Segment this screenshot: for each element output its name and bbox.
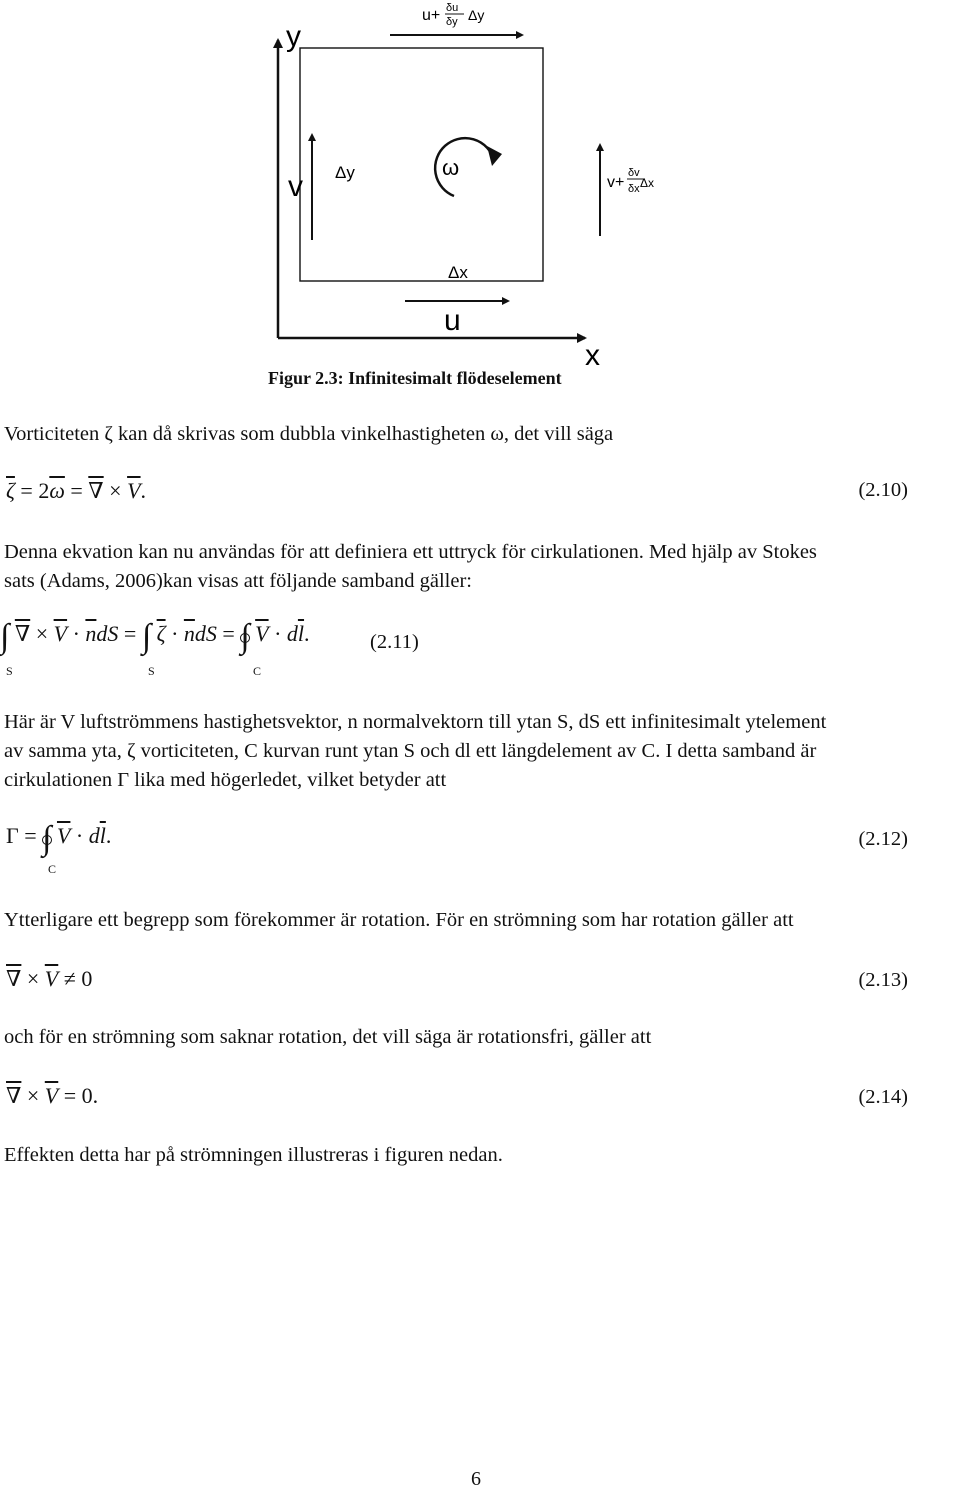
- equation-number-2-11: (2.11): [370, 631, 419, 653]
- right-frac-den: δx: [628, 183, 640, 195]
- eq4-times: ×: [26, 966, 40, 991]
- eq2-n-1: $\overline{n}$: [85, 621, 97, 646]
- eq2-d: d: [286, 621, 298, 646]
- eq1-eq-b: =: [70, 478, 83, 503]
- equation-2-14: [6, 1083, 98, 1109]
- right-dx-label: Δx: [640, 176, 655, 190]
- eq2-nabla: ∇: [14, 621, 31, 646]
- eq2-contour-integral: ∫: [240, 618, 250, 655]
- equation-2-11: [0, 620, 310, 654]
- eq1-omega: $\overline{\omega}$: [49, 478, 65, 503]
- eq4-nabla: ∇: [6, 966, 22, 991]
- eq2-cdot-3: ·: [274, 621, 282, 646]
- equation-2-10: [6, 478, 146, 504]
- bottom-dx-label: Δx: [448, 263, 468, 282]
- eq1-dot: .: [140, 478, 147, 503]
- eq2-v-2: $\overline{V}$: [255, 621, 269, 646]
- eq2-eq-1: =: [123, 621, 137, 646]
- equation-number-2-12: (2.12): [858, 828, 908, 850]
- page-number: 6: [471, 1468, 481, 1490]
- top-velocity-label: u+: [422, 7, 441, 24]
- eq3-d: d: [88, 823, 100, 848]
- eq1-times: ×: [109, 478, 122, 503]
- eq2-eq-2: =: [222, 621, 235, 646]
- eq2-l: $\overline{l}$: [297, 621, 305, 646]
- equation-number-2-13: (2.13): [858, 969, 908, 991]
- equation-number-2-14: (2.14): [858, 1086, 908, 1108]
- paragraph-effect: Effekten detta har på strömningen illustreras i figuren nedan.: [4, 1144, 503, 1166]
- top-dy-label: Δy: [468, 7, 485, 23]
- eq3-cdot: ·: [75, 823, 84, 848]
- eq5-times: ×: [26, 1083, 40, 1108]
- flow-element-figure: [240, 0, 660, 370]
- eq5-nabla: ∇: [6, 1083, 22, 1108]
- left-dy-label: Δy: [335, 163, 355, 182]
- eq2-ds-2: dS: [194, 621, 217, 646]
- eq2-dot: .: [304, 621, 310, 646]
- eq1-zeta: $\overline{\zeta}$: [6, 478, 15, 503]
- equation-2-13: [6, 966, 92, 992]
- eq5-eq: = 0.: [63, 1083, 99, 1108]
- eq3-v: $\overline{V}$: [56, 823, 71, 848]
- equation-2-12: [6, 822, 111, 856]
- paragraph-definitions-line-3: cirkulationen Γ lika med högerledet, vilket betyder att: [4, 769, 447, 791]
- right-frac-num: δv: [628, 167, 640, 179]
- top-frac-den: δy: [446, 16, 458, 28]
- eq2-v: $\overline{V}$: [53, 621, 68, 646]
- right-velocity-label: v+: [607, 174, 625, 191]
- y-axis-label: y: [286, 20, 301, 53]
- paragraph-irrotational: och för en strömning som saknar rotation, det vill säga är rotationsfri, gäller att: [4, 1026, 652, 1048]
- eq5-v: $\overline{V}$: [44, 1083, 59, 1108]
- eq1-eq-a: = 2: [20, 478, 50, 503]
- paragraph-definitions-line-2: av samma yta, ζ vorticiteten, C kurvan runt ytan S och dl ett längdelement av C. I detta samband är: [4, 740, 817, 762]
- eq3-subscript-c: C: [48, 862, 57, 876]
- paragraph-definitions-line-1: Här är V luftströmmens hastighetsvektor, n normalvektorn till ytan S, dS ett infinitesimalt ytelement: [4, 711, 827, 733]
- top-frac-num: δu: [446, 2, 459, 14]
- eq3-eq: =: [24, 823, 37, 848]
- eq2-subscript-s-2: S: [148, 664, 155, 678]
- eq1-v: $\overline{V}$: [127, 478, 141, 503]
- eq2-subscript-s-1: S: [6, 664, 13, 678]
- eq2-cdot-1: ·: [72, 621, 80, 646]
- eq2-zeta: $\overline{\zeta}$: [156, 621, 166, 646]
- eq3-l: $\overline{l}$: [99, 823, 106, 848]
- paragraph-stokes-line-2: sats (Adams, 2006)kan visas att följande samband gäller:: [4, 570, 472, 592]
- eq2-ds-1: dS: [96, 621, 119, 646]
- bottom-velocity-label: u: [444, 304, 461, 337]
- eq1-nabla: ∇: [88, 478, 104, 503]
- paragraph-vorticity: Vorticiteten ζ kan då skrivas som dubbla vinkelhastigheten ω, det vill säga: [4, 423, 614, 445]
- eq2-surface-integral-2: ∫: [141, 618, 152, 655]
- left-velocity-label: v: [288, 170, 303, 203]
- eq2-subscript-c: C: [253, 664, 262, 678]
- rotation-arrow-head: [487, 146, 502, 166]
- eq2-n-2: $\overline{n}$: [183, 621, 195, 646]
- eq4-neq: ≠ 0: [63, 966, 93, 991]
- eq2-times: ×: [35, 621, 49, 646]
- figure-caption: Figur 2.3: Infinitesimalt flödeselement: [268, 368, 562, 388]
- paragraph-rotation: Ytterligare ett begrepp som förekommer är rotation. För en strömning som har rotation gäller att: [4, 909, 794, 931]
- paragraph-stokes-line-1: Denna ekvation kan nu användas för att definiera ett uttryck för cirkulationen. Med hjälp av Stokes: [4, 541, 817, 563]
- eq2-cdot-2: ·: [171, 621, 179, 646]
- eq3-dot: .: [105, 823, 112, 848]
- omega-label: ω: [442, 155, 460, 180]
- eq3-gamma: Γ: [6, 823, 19, 848]
- eq3-contour-integral: ∫: [42, 820, 52, 857]
- equation-number-2-10: (2.10): [858, 479, 908, 501]
- eq4-v: $\overline{V}$: [44, 966, 59, 991]
- x-axis-label: x: [585, 339, 600, 370]
- eq2-surface-integral-1: ∫: [0, 618, 10, 655]
